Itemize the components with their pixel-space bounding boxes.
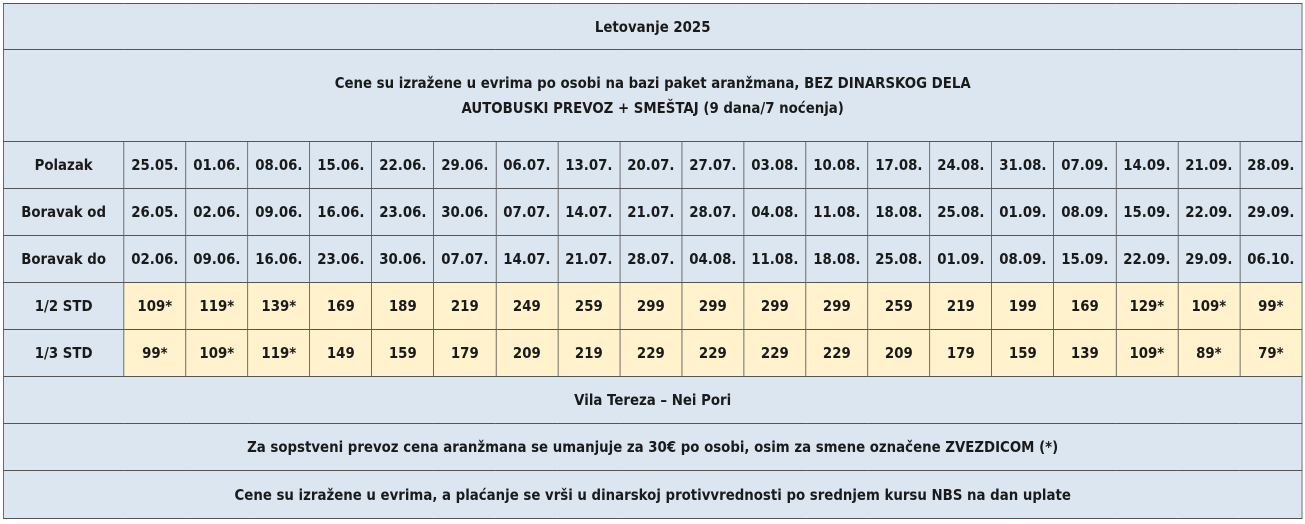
table-cell: 07.07.	[434, 236, 496, 283]
table-cell: 249	[496, 283, 558, 330]
table-cell: 22.09.	[1178, 189, 1240, 236]
table-cell: 29.09.	[1240, 189, 1302, 236]
table-cell: 08.06.	[248, 142, 310, 189]
table-cell: 299	[806, 283, 868, 330]
table-cell: 01.06.	[186, 142, 248, 189]
subtitle-line-1: Cene su izražene u evrima po osobi na bazi paket aranžmana, BEZ DINARSKOG DELA	[334, 73, 971, 92]
table-cell: 109*	[124, 283, 186, 330]
table-cell: 22.09.	[1116, 236, 1178, 283]
table-cell: 99*	[1240, 283, 1302, 330]
table-cell: 29.09.	[1178, 236, 1240, 283]
table-cell: 07.09.	[1054, 142, 1116, 189]
table-cell: 06.10.	[1240, 236, 1302, 283]
subtitle-row	[3, 50, 1302, 142]
table-cell: 159	[372, 330, 434, 377]
table-cell: 01.09.	[992, 189, 1054, 236]
table-cell: 219	[930, 283, 992, 330]
table-cell: 06.07.	[496, 142, 558, 189]
table-cell: 14.07.	[558, 189, 620, 236]
price-list	[3, 3, 1302, 519]
table-cell: 27.07.	[682, 142, 744, 189]
table-cell: 179	[930, 330, 992, 377]
table-cell: 16.06.	[248, 236, 310, 283]
table-cell: 03.08.	[744, 142, 806, 189]
table-cell: 169	[310, 283, 372, 330]
table-cell: 04.08.	[682, 236, 744, 283]
table-cell: 229	[806, 330, 868, 377]
table-cell: 299	[682, 283, 744, 330]
row-label: 1/3 STD	[3, 330, 123, 377]
row-label: Polazak	[3, 142, 123, 189]
table-cell: 08.09.	[992, 236, 1054, 283]
table-cell: 25.08.	[868, 236, 930, 283]
table-cell: 119*	[248, 330, 310, 377]
table-cell: 16.06.	[310, 189, 372, 236]
property-row	[3, 377, 1302, 424]
table-row	[3, 236, 1302, 283]
table-cell: 229	[620, 330, 682, 377]
table-cell: 119*	[186, 283, 248, 330]
table-cell: 229	[744, 330, 806, 377]
table-cell: 159	[992, 330, 1054, 377]
table-cell: 299	[744, 283, 806, 330]
table-cell: 11.08.	[806, 189, 868, 236]
table-cell: 259	[558, 283, 620, 330]
table-cell: 25.05.	[124, 142, 186, 189]
table-cell: 209	[496, 330, 558, 377]
table-cell: 15.06.	[310, 142, 372, 189]
table-cell: 23.06.	[372, 189, 434, 236]
table-cell: 21.07.	[620, 189, 682, 236]
table-cell: 79*	[1240, 330, 1302, 377]
table-cell: 18.08.	[868, 189, 930, 236]
table-cell: 30.06.	[434, 189, 496, 236]
table-cell: 31.08.	[992, 142, 1054, 189]
table-cell: 24.08.	[930, 142, 992, 189]
table-cell: 28.09.	[1240, 142, 1302, 189]
table-cell: 09.06.	[248, 189, 310, 236]
row-label: Boravak od	[3, 189, 123, 236]
property-name: Vila Tereza – Nei Pori	[3, 377, 1302, 424]
table-cell: 08.09.	[1054, 189, 1116, 236]
table-cell: 14.07.	[496, 236, 558, 283]
own-transport-note: Za sopstveni prevoz cena aranžmana se umanjuje za 30€ po osobi, osim za smene označene ZVEZDICOM (*)	[3, 424, 1302, 471]
table-cell: 23.06.	[310, 236, 372, 283]
table-subtitle	[3, 50, 1302, 142]
table-cell: 02.06.	[186, 189, 248, 236]
table-cell: 17.08.	[868, 142, 930, 189]
table-cell: 109*	[186, 330, 248, 377]
table-cell: 11.08.	[744, 236, 806, 283]
table-cell: 169	[1054, 283, 1116, 330]
table-cell: 25.08.	[930, 189, 992, 236]
payment-note-row	[3, 471, 1302, 519]
title-row	[3, 4, 1302, 50]
table-cell: 259	[868, 283, 930, 330]
table-row	[3, 142, 1302, 189]
table-cell: 29.06.	[434, 142, 496, 189]
table-row	[3, 283, 1302, 330]
table-cell: 149	[310, 330, 372, 377]
table-cell: 129*	[1116, 283, 1178, 330]
subtitle-line-2: AUTOBUSKI PREVOZ + SMEŠTAJ (9 dana/7 noćenja)	[461, 98, 844, 117]
table-cell: 199	[992, 283, 1054, 330]
table-cell: 01.09.	[930, 236, 992, 283]
table-cell: 179	[434, 330, 496, 377]
table-cell: 219	[434, 283, 496, 330]
row-label: 1/2 STD	[3, 283, 123, 330]
table-cell: 18.08.	[806, 236, 868, 283]
table-cell: 99*	[124, 330, 186, 377]
table-cell: 15.09.	[1116, 189, 1178, 236]
payment-note: Cene su izražene u evrima, a plaćanje se vrši u dinarskoj protivvrednosti po srednjem kursu NBS na dan uplate	[3, 471, 1302, 519]
table-cell: 109*	[1178, 283, 1240, 330]
table-cell: 89*	[1178, 330, 1240, 377]
table-cell: 28.07.	[620, 236, 682, 283]
table-cell: 07.07.	[496, 189, 558, 236]
table-cell: 139	[1054, 330, 1116, 377]
table-cell: 20.07.	[620, 142, 682, 189]
table-cell: 299	[620, 283, 682, 330]
table-cell: 21.07.	[558, 236, 620, 283]
table-cell: 09.06.	[186, 236, 248, 283]
table-cell: 21.09.	[1178, 142, 1240, 189]
table-row	[3, 330, 1302, 377]
table-row	[3, 189, 1302, 236]
table-cell: 14.09.	[1116, 142, 1178, 189]
table-cell: 04.08.	[744, 189, 806, 236]
row-label: Boravak do	[3, 236, 123, 283]
transport-note-row	[3, 424, 1302, 471]
table-cell: 189	[372, 283, 434, 330]
price-table	[3, 3, 1302, 519]
table-cell: 28.07.	[682, 189, 744, 236]
table-cell: 02.06.	[124, 236, 186, 283]
table-cell: 219	[558, 330, 620, 377]
table-cell: 10.08.	[806, 142, 868, 189]
table-title: Letovanje 2025	[3, 4, 1302, 50]
table-cell: 109*	[1116, 330, 1178, 377]
table-cell: 22.06.	[372, 142, 434, 189]
table-cell: 229	[682, 330, 744, 377]
table-cell: 15.09.	[1054, 236, 1116, 283]
table-cell: 209	[868, 330, 930, 377]
table-cell: 13.07.	[558, 142, 620, 189]
table-cell: 26.05.	[124, 189, 186, 236]
table-cell: 139*	[248, 283, 310, 330]
table-cell: 30.06.	[372, 236, 434, 283]
